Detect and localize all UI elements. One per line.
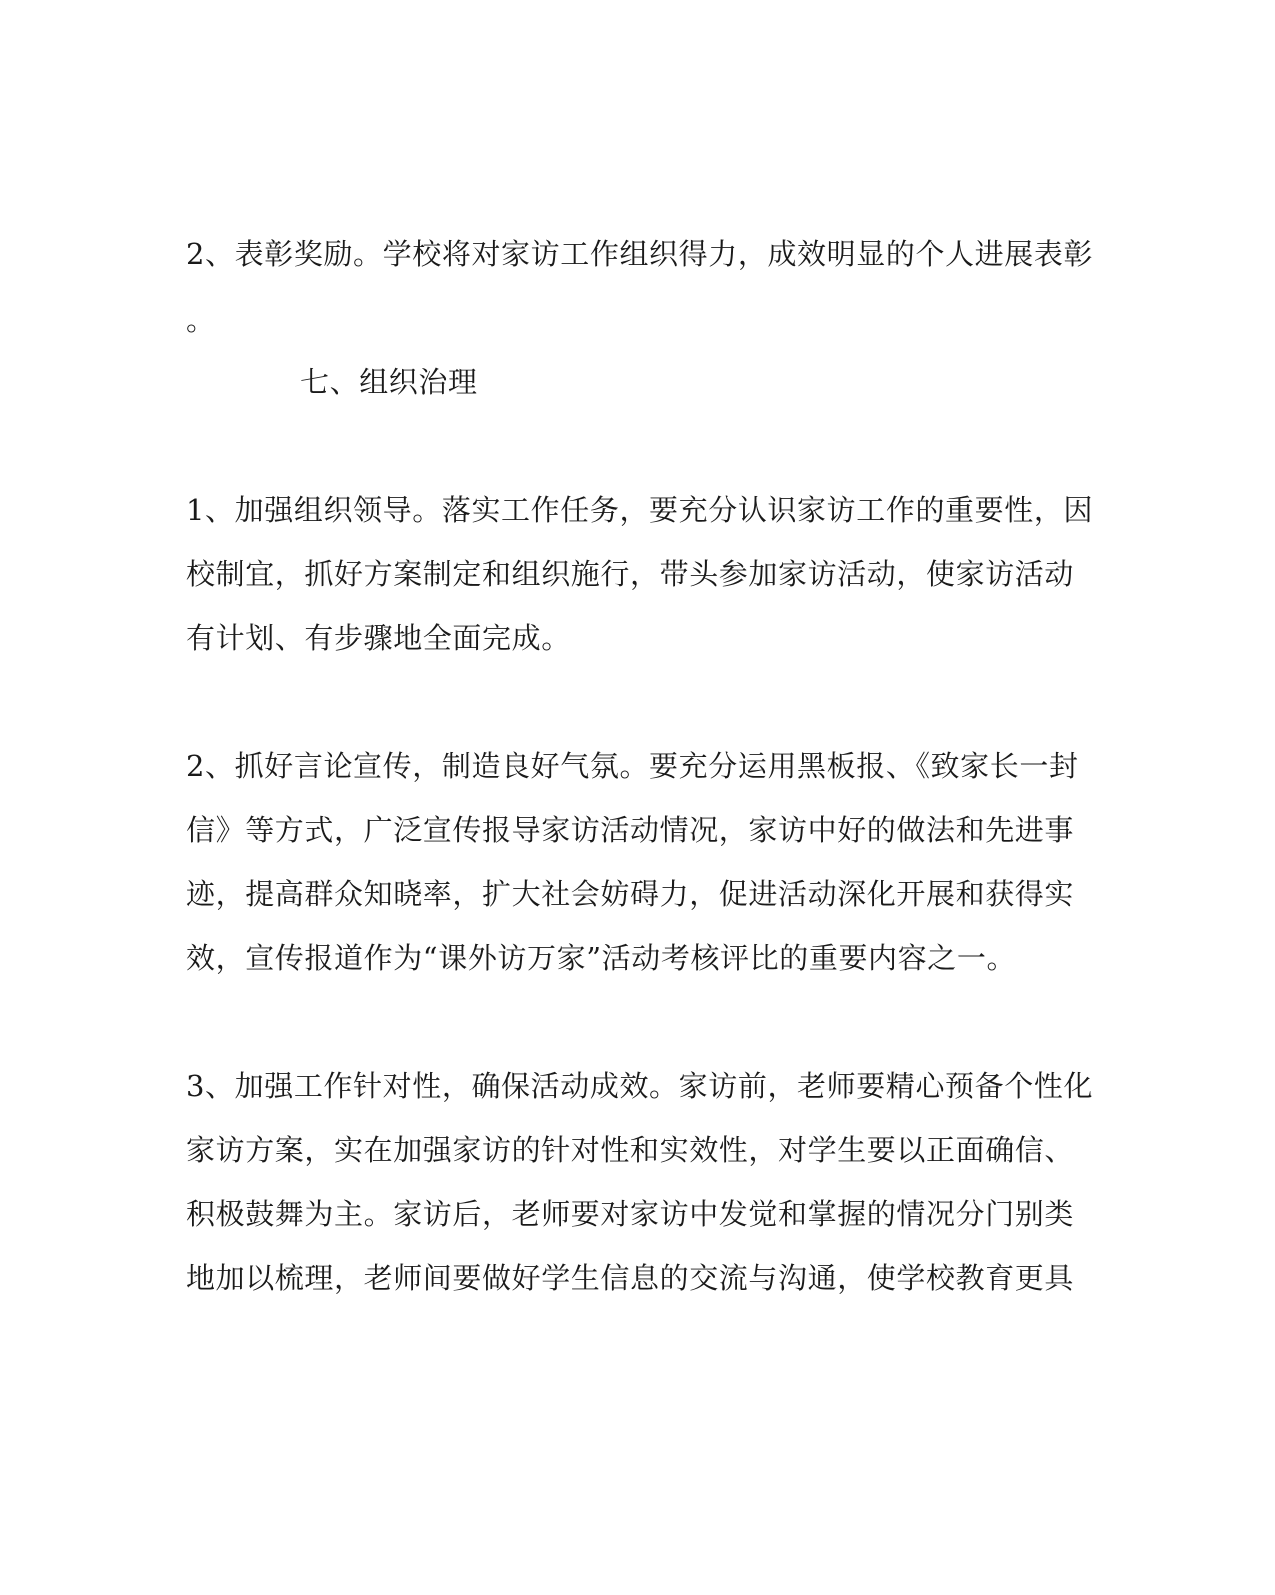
paragraph-targeting-line-3: 积极鼓舞为主。家访后，老师要对家访中发觉和掌握的情况分门别类: [186, 1197, 1075, 1231]
paragraph-publicity-line-4: 效，宣传报道作为“课外访万家”活动考核评比的重要内容之一。: [186, 941, 1017, 975]
section-heading-organization: 七、组织治理: [300, 365, 478, 399]
paragraph-targeting-line-1: 3、加强工作针对性，确保活动成效。家访前，老师要精心预备个性化: [186, 1069, 1094, 1103]
paragraph-commendation-line-1: 2、表彰奖励。学校将对家访工作组织得力，成效明显的个人进展表彰: [186, 237, 1094, 271]
paragraph-targeting-line-2: 家访方案，实在加强家访的针对性和实效性，对学生要以正面确信、: [186, 1133, 1075, 1167]
paragraph-targeting-line-4: 地加以梳理，老师间要做好学生信息的交流与沟通，使学校教育更具: [186, 1261, 1075, 1295]
paragraph-commendation-line-2: 。: [186, 303, 216, 337]
paragraph-leadership-line-2: 校制宜，抓好方案制定和组织施行，带头参加家访活动，使家访活动: [186, 557, 1075, 591]
paragraph-publicity-line-1: 2、抓好言论宣传，制造良好气氛。要充分运用黑板报、《致家长一封: [186, 749, 1079, 783]
paragraph-leadership-line-3: 有计划、有步骤地全面完成。: [186, 621, 571, 655]
paragraph-publicity-line-2: 信》等方式，广泛宣传报导家访活动情况，家访中好的做法和先进事: [186, 813, 1075, 847]
paragraph-leadership-line-1: 1、加强组织领导。落实工作任务，要充分认识家访工作的重要性，因: [186, 493, 1094, 527]
paragraph-publicity-line-3: 迹，提高群众知晓率，扩大社会妨碍力，促进活动深化开展和获得实: [186, 877, 1075, 911]
